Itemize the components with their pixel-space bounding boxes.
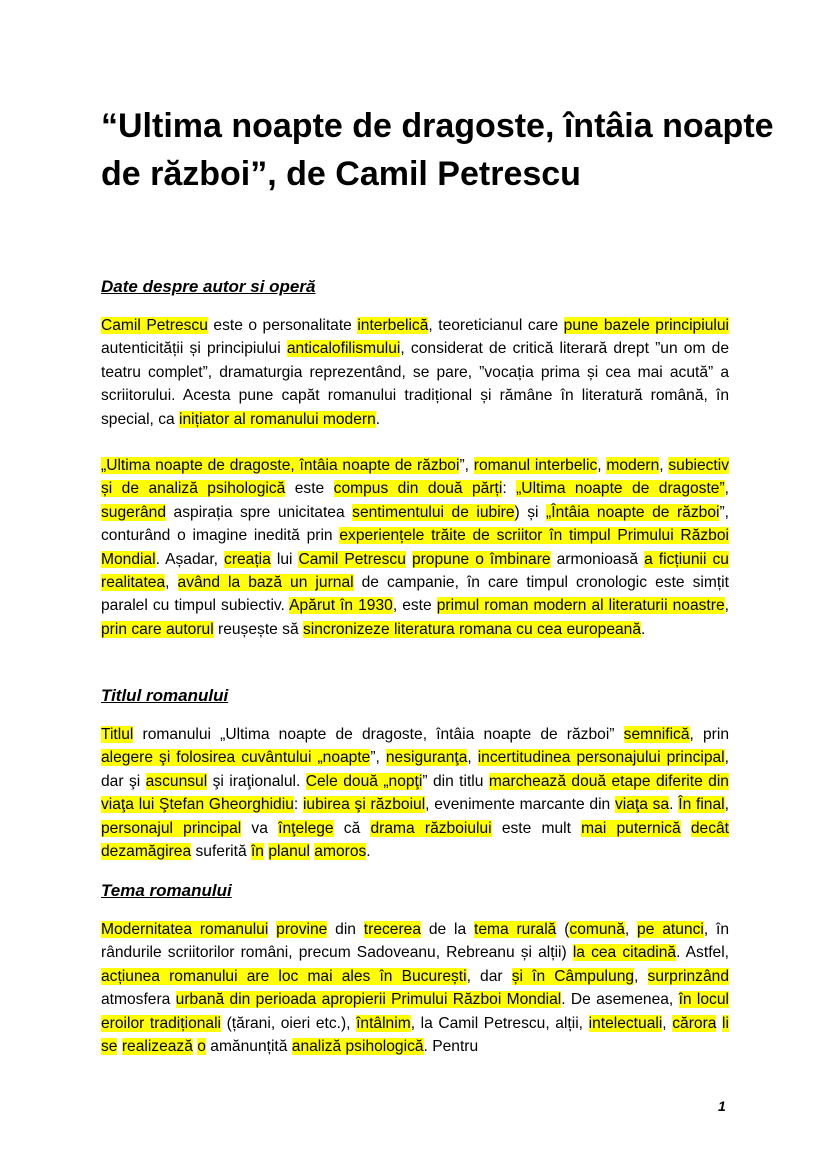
text-segment: autenticității și principiului	[101, 340, 287, 358]
text-segment: reușește să	[213, 620, 303, 638]
highlighted-text: semnifică	[623, 726, 690, 743]
text-segment: ,	[467, 749, 478, 767]
highlighted-text: romanul interbelic	[473, 457, 598, 474]
text-segment: este mult	[491, 819, 582, 837]
highlighted-text: creația	[224, 550, 271, 568]
text-segment	[681, 820, 691, 837]
highlighted-text: întâlnim	[356, 1014, 411, 1032]
highlighted-text: Cele două „nopţi	[305, 772, 423, 790]
text-segment: , în rândurile scriitorilor români, precum Sadoveanu, Rebreanu și alții)	[101, 921, 730, 962]
text-segment: , la Camil Petrescu, alții,	[410, 1014, 589, 1032]
highlighted-text: provine	[276, 921, 328, 938]
highlighted-text: „Întâia noapte de război	[546, 503, 720, 521]
highlighted-text: viaţa sa	[614, 796, 670, 814]
text-segment: amănunțită	[205, 1038, 292, 1056]
text-segment: ,	[659, 457, 669, 474]
text-segment: ,	[634, 967, 648, 985]
highlighted-text: în	[250, 843, 264, 861]
highlighted-text: analiză psihologică	[291, 1038, 424, 1056]
highlighted-text: o	[197, 1038, 206, 1056]
highlighted-text: mai puternică	[581, 819, 681, 837]
highlighted-text: dezamăgirea	[101, 843, 192, 861]
highlighted-text: a ficțiunii cu realitatea	[101, 550, 729, 592]
highlighted-text: acțiunea romanului are loc mai ales în București	[101, 967, 467, 985]
text-segment: .	[366, 843, 371, 861]
highlighted-text: Camil Petrescu	[101, 317, 208, 334]
text-segment: este o personalitate	[207, 317, 358, 334]
highlighted-text: cărora	[672, 1014, 717, 1032]
text-segment: . De asemenea,	[561, 991, 679, 1009]
text-segment: .	[641, 620, 646, 638]
text-segment: ,	[662, 1014, 673, 1032]
text-segment: ” din titlu	[422, 772, 489, 790]
text-segment: .	[375, 410, 381, 428]
section-heading-title: Titlul romanului	[101, 686, 229, 705]
text-segment: romanului „Ultima noapte de dragoste, întâia noapte de război”	[133, 726, 624, 743]
highlighted-text: incertitudinea personajului principal	[477, 749, 725, 767]
highlighted-text: „Ultima noapte de dragoste”	[516, 480, 725, 498]
highlighted-text: primul roman modern al literaturii noastre	[436, 597, 725, 615]
highlighted-text: propune o îmbinare	[411, 550, 551, 568]
highlighted-text: interbelică	[357, 317, 429, 334]
highlighted-text: tema rurală	[473, 921, 557, 938]
highlighted-text: subiectiv	[668, 457, 730, 474]
highlighted-text: intelectuali	[588, 1014, 663, 1032]
highlighted-text: surprinzând	[647, 967, 729, 985]
text-segment: (	[556, 921, 570, 938]
text-segment: ,	[724, 796, 729, 814]
text-segment: . Așadar,	[155, 550, 225, 568]
text-segment: ,	[165, 574, 178, 592]
text-segment: de campanie, în care timpul cronologic este simțit paralel cu timpul subiectiv.	[101, 574, 729, 615]
text-segment: este	[285, 480, 334, 498]
section-heading-author: Date despre autor si operă	[101, 277, 316, 296]
highlighted-text: având la bază un jurnal	[177, 574, 354, 592]
highlighted-text: urbană din perioada apropierii Primului Război Mondial	[175, 991, 562, 1009]
text-segment: că	[333, 819, 371, 837]
text-segment: ”,	[370, 749, 386, 767]
highlighted-text: ascunsul	[145, 772, 208, 790]
highlighted-text: experiențele trăite de scriitor în timpul Primului Război Mondial	[101, 527, 729, 568]
highlighted-text: „Ultima noapte de dragoste, întâia noapte de război	[101, 457, 460, 474]
highlighted-text: drama războiului	[370, 819, 492, 837]
text-segment: şi iraţionalul.	[207, 772, 306, 790]
highlighted-text: alegere şi folosirea cuvântului „noapte	[101, 749, 371, 767]
highlighted-text: în locul eroilor tradiționali	[101, 991, 729, 1032]
text-segment: , dar	[466, 967, 512, 985]
paragraph-title-meaning	[101, 723, 729, 863]
text-segment: suferită	[191, 843, 251, 861]
highlighted-text: anticalofilismului	[286, 340, 401, 358]
text-segment: :	[293, 796, 303, 814]
text-segment: ”, conturând o imagine inedită prin	[101, 503, 729, 545]
highlighted-text: modern	[606, 457, 660, 474]
highlighted-text: li	[722, 1014, 729, 1032]
page-number: 1	[718, 1098, 726, 1114]
highlighted-text: sentimentului de iubire	[352, 503, 515, 521]
highlighted-text: Titlul	[101, 726, 134, 743]
text-segment: ,	[624, 921, 638, 938]
text-segment: aspirația spre unicitatea	[166, 503, 353, 521]
highlighted-text: personajul principal	[101, 819, 242, 837]
page-title: “Ultima noapte de dragoste, întâia noapte de război”, de Camil Petrescu	[101, 107, 774, 193]
highlighted-text: și în Câmpulung	[511, 967, 635, 985]
text-segment: ,	[724, 597, 729, 615]
text-segment: lui	[270, 550, 299, 568]
highlighted-text: inițiator al romanului modern	[179, 410, 376, 428]
text-segment: , prin	[689, 726, 730, 743]
highlighted-text: comună	[569, 921, 625, 938]
highlighted-text: iubirea şi războiul	[302, 796, 426, 814]
highlighted-text: se	[101, 1038, 118, 1056]
highlighted-text: sincronizeze literatura romana cu cea europeană	[302, 620, 642, 638]
text-segment: ”,	[459, 457, 474, 474]
highlighted-text: nesiguranţa	[385, 749, 468, 767]
highlighted-text: sugerând	[101, 503, 167, 521]
highlighted-text: pune bazele principiului	[563, 317, 729, 334]
highlighted-text: prin care autorul	[101, 620, 214, 638]
highlighted-text: Apărut în 1930	[289, 597, 393, 615]
highlighted-text: și de analiză psihologică	[101, 480, 286, 498]
text-segment: ,	[724, 480, 730, 498]
highlighted-text: compus din două părți	[333, 480, 503, 498]
highlighted-text: la cea citadină	[572, 944, 677, 962]
highlighted-text: Camil Petrescu	[298, 550, 406, 568]
text-segment: , dar şi	[101, 749, 729, 790]
text-segment: .	[669, 796, 679, 814]
text-segment: ) și	[514, 503, 547, 521]
highlighted-text: realizează	[121, 1038, 193, 1056]
section-heading-theme: Tema romanului	[101, 881, 232, 900]
highlighted-text: planul	[268, 843, 310, 861]
paragraph-novel-overview	[101, 454, 729, 641]
highlighted-text: amoros	[314, 843, 367, 861]
highlighted-text: înţelege	[278, 819, 334, 837]
text-segment	[268, 921, 276, 938]
text-segment: , considerat de critică literară drept ”un om de teatru complet”, dramaturgia reprezentând, se pare, ”vocația prima și cea mai acută” a scriitorului. Acesta pune capăt romanului tradițional și rămâne în literatură română, în special, ca	[101, 340, 730, 428]
highlighted-text: În final	[678, 796, 725, 814]
text-segment: din	[327, 921, 364, 938]
paragraph-author	[101, 314, 729, 431]
text-segment: :	[502, 480, 517, 498]
highlighted-text: trecerea	[363, 921, 422, 938]
text-segment: , teoreticianul care	[428, 317, 564, 334]
text-segment: de la	[421, 921, 474, 938]
text-segment: , evenimente marcante din	[425, 796, 615, 814]
highlighted-text: pe atunci	[637, 921, 704, 938]
text-segment: (țărani, oieri etc.),	[221, 1014, 357, 1032]
highlighted-text: Modernitatea romanului	[101, 921, 269, 938]
text-segment: armonioasă	[550, 550, 645, 568]
text-segment: atmosfera	[101, 991, 176, 1009]
highlighted-text: decât	[690, 819, 730, 837]
highlighted-text: marchează două etape diferite din viaţa lui Ştefan Gheorghidiu	[101, 772, 729, 814]
text-segment: . Pentru	[423, 1038, 479, 1056]
text-segment: ,	[597, 457, 607, 474]
text-segment: . Astfel,	[676, 944, 729, 962]
text-segment: , este	[392, 597, 437, 615]
paragraph-theme	[101, 918, 729, 1058]
text-segment: va	[241, 819, 279, 837]
